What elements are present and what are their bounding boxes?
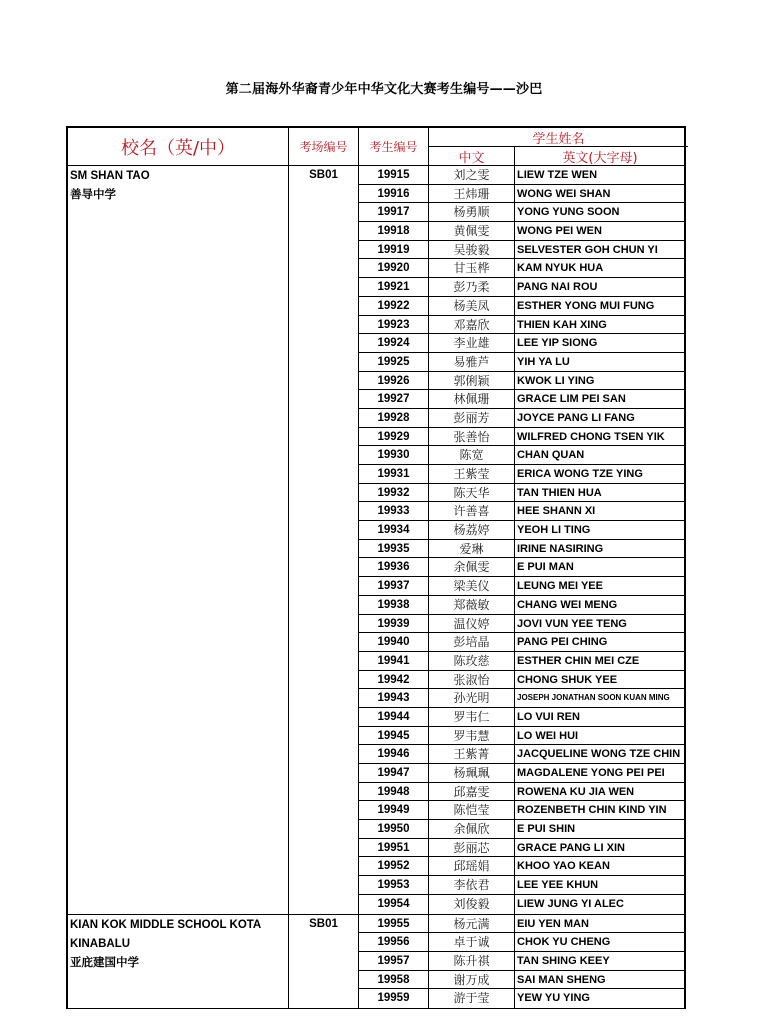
chinese-name: 刘俊毅: [429, 895, 515, 914]
table-row: [359, 540, 684, 559]
school-name-cell: [68, 915, 289, 1008]
english-name: YONG YUNG SOON: [517, 206, 620, 219]
english-name: ROZENBETH CHIN KIND YIN: [517, 804, 667, 817]
chinese-name: 杨美凤: [429, 297, 515, 315]
candidate-number: 19934: [359, 521, 429, 539]
header-school: 校名（英/中）: [68, 128, 289, 165]
chinese-name: 卓于诚: [429, 933, 515, 951]
chinese-name: 吴骏毅: [429, 241, 515, 259]
candidate-number: 19950: [359, 820, 429, 838]
candidate-number: 19946: [359, 745, 429, 763]
chinese-name: 张淑怡: [429, 671, 515, 689]
table-row: [359, 876, 684, 895]
english-name: WONG WEI SHAN: [517, 187, 611, 200]
header-room: 考场编号: [289, 128, 359, 165]
english-name: JOSEPH JONATHAN SOON KUAN MING: [517, 693, 670, 703]
chinese-name: 甘玉桦: [429, 259, 515, 277]
table-row: [359, 502, 684, 521]
english-name: WONG PEI WEN: [517, 225, 602, 238]
english-name: SELVESTER GOH CHUN YI: [517, 243, 658, 256]
school-name-english: SM SHAN TAO: [70, 170, 150, 182]
chinese-name: 罗韦仁: [429, 708, 515, 726]
candidate-number: 19931: [359, 465, 429, 483]
table-row: [359, 185, 684, 204]
english-name: LEE YIP SIONG: [517, 337, 598, 350]
table-row: [359, 652, 684, 671]
candidate-number: 19948: [359, 783, 429, 801]
candidate-number: 19944: [359, 708, 429, 726]
table-row: [359, 409, 684, 428]
chinese-name: 李依君: [429, 876, 515, 894]
table-row: [359, 857, 684, 876]
english-name: EIU YEN MAN: [517, 917, 589, 930]
table-row: [359, 521, 684, 540]
chinese-name: 林佩珊: [429, 390, 515, 408]
chinese-name: 罗韦慧: [429, 727, 515, 745]
chinese-name: 邱瑶娟: [429, 857, 515, 875]
table-row: [359, 166, 684, 185]
candidate-number: 19936: [359, 558, 429, 576]
english-name: SAI MAN SHENG: [517, 973, 606, 986]
chinese-name: 王紫菁: [429, 745, 515, 763]
candidate-number: 19935: [359, 540, 429, 558]
english-name: IRINE NASIRING: [517, 542, 604, 555]
chinese-name: 杨勇顺: [429, 203, 515, 221]
candidate-number: 19929: [359, 428, 429, 446]
chinese-name: 杨荔婷: [429, 521, 515, 539]
chinese-name: 张善怡: [429, 428, 515, 446]
chinese-name: 黄佩雯: [429, 222, 515, 240]
chinese-name: 谢万成: [429, 971, 515, 989]
table-row: [359, 446, 684, 465]
table-row: [359, 297, 684, 316]
table-row: [359, 259, 684, 278]
chinese-name: 余佩欣: [429, 820, 515, 838]
chinese-name: 彭丽芯: [429, 839, 515, 857]
table-row: [359, 689, 684, 708]
english-name: JOYCE PANG LI FANG: [517, 411, 635, 424]
chinese-name: 孙光明: [429, 689, 515, 707]
table-row: [359, 895, 684, 914]
table-row: [359, 764, 684, 783]
english-name: E PUI SHIN: [517, 823, 576, 836]
english-name: JACQUELINE WONG TZE CHIN: [517, 748, 681, 761]
english-name: LO WEI HUI: [517, 729, 579, 742]
english-name: HEE SHANN XI: [517, 505, 596, 518]
english-name: TAN THIEN HUA: [517, 486, 602, 499]
table-row: [359, 316, 684, 335]
table-row: [359, 915, 684, 934]
table-row: [359, 372, 684, 391]
candidate-number: 19919: [359, 241, 429, 259]
table-row: [359, 783, 684, 802]
english-name: CHANG WEI MENG: [517, 598, 618, 611]
english-name: LEE YEE KHUN: [517, 879, 599, 892]
candidate-number: 19951: [359, 839, 429, 857]
english-name: ERICA WONG TZE YING: [517, 468, 643, 480]
school-name-chinese: 亚庇建国中学: [70, 956, 139, 969]
table-row: [359, 745, 684, 764]
candidate-number: 19916: [359, 185, 429, 203]
table-row: [359, 428, 684, 447]
table-row: [359, 465, 684, 484]
chinese-name: 王紫莹: [429, 465, 515, 483]
candidate-number: 19959: [359, 989, 429, 1008]
english-name: JOVI VUN YEE TENG: [517, 617, 627, 630]
english-name: THIEN KAH XING: [517, 318, 607, 331]
chinese-name: 陈恺莹: [429, 801, 515, 819]
candidate-number: 19917: [359, 203, 429, 221]
chinese-name: 杨珮珮: [429, 764, 515, 782]
candidate-number: 19928: [359, 409, 429, 427]
chinese-name: 温仪婷: [429, 615, 515, 633]
english-name: KHOO YAO KEAN: [517, 860, 610, 873]
chinese-name: 爱琳: [429, 540, 515, 558]
candidate-number: 19923: [359, 316, 429, 334]
table-row: [359, 820, 684, 839]
header-student-name: 学生姓名: [429, 128, 688, 147]
chinese-name: 余佩雯: [429, 558, 515, 576]
table-row: [359, 390, 684, 409]
candidate-number: 19921: [359, 278, 429, 296]
header-number: 考生编号: [359, 128, 429, 165]
english-name: LO VUI REN: [517, 710, 580, 723]
school-group: [68, 915, 684, 1009]
candidate-number: 19939: [359, 615, 429, 633]
table-row: [359, 933, 684, 952]
chinese-name: 王炜珊: [429, 185, 515, 203]
table-row: [359, 989, 684, 1008]
english-name: YIH YA LU: [517, 355, 570, 368]
chinese-name: 邱嘉雯: [429, 783, 515, 801]
table-row: [359, 484, 684, 503]
english-name: LIEW JUNG YI ALEC: [517, 897, 624, 910]
chinese-name: 彭培晶: [429, 633, 515, 651]
table-row: [359, 203, 684, 222]
english-name: YEOH LI TING: [517, 524, 591, 537]
english-name: PANG NAI ROU: [517, 281, 598, 294]
table-row: [359, 334, 684, 353]
english-name: PANG PEI CHING: [517, 636, 608, 649]
candidate-number: 19958: [359, 971, 429, 989]
chinese-name: 郭俐颖: [429, 372, 515, 390]
exam-room-code: SB01: [289, 915, 359, 1008]
candidate-number: 19925: [359, 353, 429, 371]
chinese-name: 彭丽芳: [429, 409, 515, 427]
candidate-number: 19947: [359, 764, 429, 782]
english-name: CHAN QUAN: [517, 449, 585, 462]
english-name: YEW YU YING: [517, 992, 590, 1005]
english-name: WILFRED CHONG TSEN YIK: [517, 430, 665, 443]
table-row: [359, 558, 684, 577]
candidate-number: 19954: [359, 895, 429, 914]
table-row: [359, 222, 684, 241]
school-name-chinese: 善导中学: [70, 189, 116, 201]
chinese-name: 邓嘉欣: [429, 316, 515, 334]
table-row: [359, 241, 684, 260]
chinese-name: 陈升祺: [429, 952, 515, 970]
school-name-cell: [68, 166, 289, 914]
candidate-number: 19930: [359, 446, 429, 464]
english-name: E PUI MAN: [517, 561, 574, 574]
english-name: KWOK LI YING: [517, 374, 595, 387]
chinese-name: 杨元满: [429, 915, 515, 933]
table-row: [359, 615, 684, 634]
table-row: [359, 671, 684, 690]
table-row: [359, 727, 684, 746]
chinese-name: 刘之雯: [429, 166, 515, 184]
candidate-number: 19918: [359, 222, 429, 240]
candidate-number: 19920: [359, 259, 429, 277]
english-name: CHOK YU CHENG: [517, 936, 611, 949]
header-chinese: 中文: [429, 147, 515, 166]
chinese-name: 郑薇敏: [429, 596, 515, 614]
chinese-name: 陈天华: [429, 484, 515, 502]
candidate-number: 19955: [359, 915, 429, 933]
english-name: ESTHER CHIN MEI CZE: [517, 654, 640, 667]
candidate-number: 19922: [359, 297, 429, 315]
table-row: [359, 952, 684, 971]
table-row: [359, 577, 684, 596]
candidate-number: 19957: [359, 952, 429, 970]
candidate-number: 19942: [359, 671, 429, 689]
exam-room-code: SB01: [289, 166, 359, 914]
header-english: 英文(大字母): [562, 151, 638, 166]
school-group: [68, 166, 684, 915]
english-name: GRACE LIM PEI SAN: [517, 393, 626, 406]
candidate-number: 19956: [359, 933, 429, 951]
candidate-number: 19927: [359, 390, 429, 408]
english-name: ROWENA KU JIA WEN: [517, 785, 635, 798]
chinese-name: 梁美仪: [429, 577, 515, 595]
chinese-name: 许善喜: [429, 502, 515, 520]
table-row: [359, 839, 684, 858]
candidate-number: 19938: [359, 596, 429, 614]
table-row: [359, 971, 684, 990]
chinese-name: 彭乃柔: [429, 278, 515, 296]
candidate-number: 19945: [359, 727, 429, 745]
english-name: LEUNG MEI YEE: [517, 580, 603, 593]
candidate-number: 19926: [359, 372, 429, 390]
english-name: LIEW TZE WEN: [517, 169, 598, 181]
candidate-number: 19941: [359, 652, 429, 670]
chinese-name: 陈宽: [429, 446, 515, 464]
table-body: [66, 166, 686, 1009]
english-name: KAM NYUK HUA: [517, 262, 604, 275]
candidate-number: 19932: [359, 484, 429, 502]
english-name: CHONG SHUK YEE: [517, 673, 618, 686]
table-row: [359, 708, 684, 727]
table-row: [359, 633, 684, 652]
table-row: [359, 278, 684, 297]
student-table: [66, 126, 686, 1009]
table-row: [359, 353, 684, 372]
table-header: [66, 126, 686, 166]
candidate-number: 19924: [359, 334, 429, 352]
candidate-number: 19953: [359, 876, 429, 894]
chinese-name: 陈玫慈: [429, 652, 515, 670]
table-row: [359, 801, 684, 820]
candidate-number: 19943: [359, 689, 429, 707]
candidate-number: 19940: [359, 633, 429, 651]
english-name: ESTHER YONG MUI FUNG: [517, 299, 655, 312]
candidate-number: 19952: [359, 857, 429, 875]
english-name: GRACE PANG LI XIN: [517, 841, 625, 854]
candidate-number: 19933: [359, 502, 429, 520]
english-name: MAGDALENE YONG PEI PEI: [517, 767, 665, 779]
chinese-name: 李业雄: [429, 334, 515, 352]
chinese-name: 易雅芦: [429, 353, 515, 371]
candidate-number: 19949: [359, 801, 429, 819]
chinese-name: 游于莹: [429, 989, 515, 1008]
table-row: [359, 596, 684, 615]
document-title: 第二届海外华裔青少年中华文化大赛考生编号——沙巴: [225, 82, 543, 97]
school-name-english: KIAN KOK MIDDLE SCHOOL KOTA KINABALU: [70, 918, 261, 950]
english-name: TAN SHING KEEY: [517, 954, 610, 967]
candidate-number: 19937: [359, 577, 429, 595]
candidate-number: 19915: [359, 166, 429, 184]
